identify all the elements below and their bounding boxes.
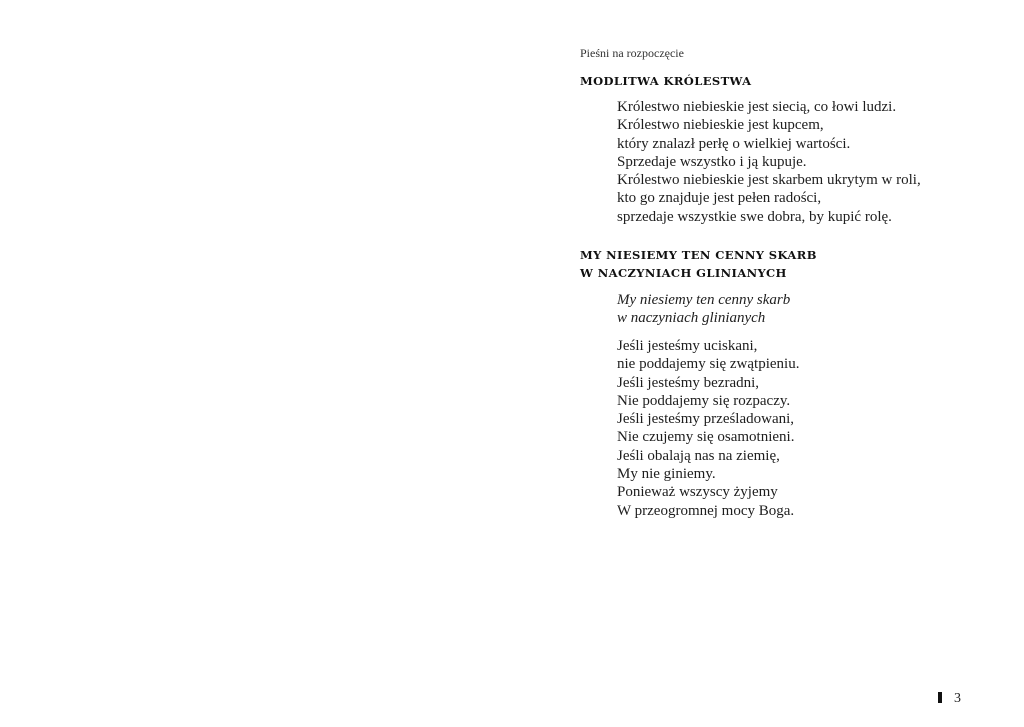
refrain-line: w naczyniach glinianych [617,310,766,327]
lyric-line: Sprzedaje wszystko i ją kupuje. [617,153,807,170]
lyric-line: My nie giniemy. [617,466,716,483]
lyric-line: Królestwo niebieskie jest kupcem, [617,117,824,134]
lyric-line: Jeśli jesteśmy uciskani, [617,338,758,354]
song-title-line: W NACZYNIACH GLINIANYCH [580,266,787,280]
song-lyrics-modlitwa-krolestwa [617,98,921,226]
song-title-line: MY NIESIEMY TEN CENNY SKARB [580,248,817,262]
song-title-modlitwa-krolestwa [580,72,751,90]
lyric-line: Jeśli obalają nas na ziemię, [617,447,780,464]
page-marker-bar [938,692,942,703]
lyric-line: Królestwo niebieskie jest skarbem ukrytym w roli, [617,172,921,189]
running-header: Pieśni na rozpoczęcie [580,46,684,60]
page-number: 3 [954,691,961,706]
lyric-line: który znalazł perłę o wielkiej wartości. [617,135,851,152]
lyric-line: kto go znajduje jest pełen radości, [617,190,822,207]
lyric-line: Królestwo niebieskie jest siecią, co łowi ludzi. [617,99,897,115]
song-title-line: MODLITWA KRÓLESTWA [580,74,752,88]
song-refrain [617,291,790,328]
song-title-my-niesiemy [580,246,817,282]
lyric-line: nie poddajemy się zwątpieniu. [617,356,800,373]
lyric-line: sprzedaje wszystkie swe dobra, by kupić rolę. [617,208,892,225]
song-verse [617,337,799,520]
lyric-line: Jeśli jesteśmy bezradni, [617,374,760,391]
lyric-line: W przeogromnej mocy Boga. [617,502,795,519]
lyric-line: Ponieważ wszyscy żyjemy [617,484,778,501]
lyric-line: Nie czujemy się osamotnieni. [617,429,795,446]
lyric-line: Nie poddajemy się rozpaczy. [617,392,791,409]
refrain-line: My niesiemy ten cenny skarb [617,292,791,308]
lyric-line: Jeśli jesteśmy prześladowani, [617,411,795,428]
